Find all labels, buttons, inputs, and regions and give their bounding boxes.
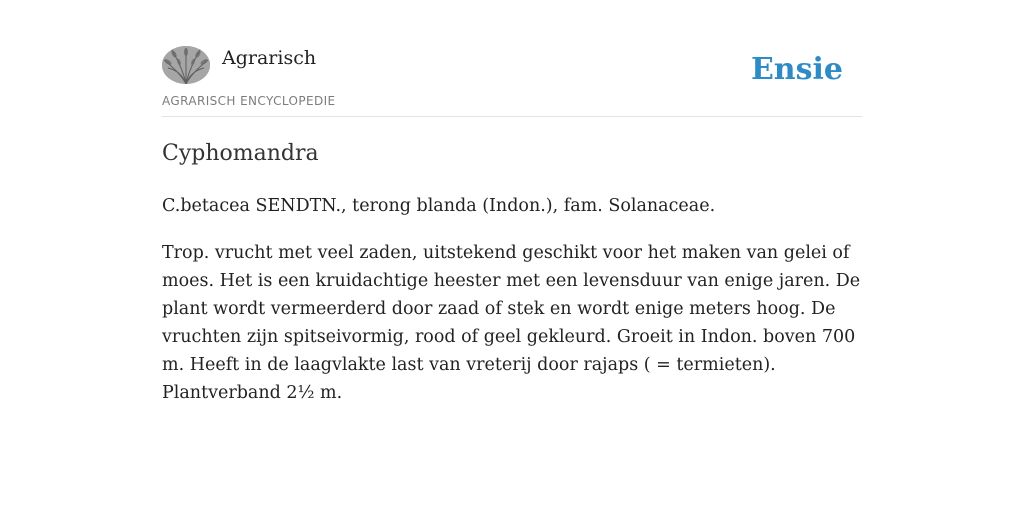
article-paragraph: Trop. vrucht met veel zaden, uitstekend geschikt voor het maken van gelei of moes. Het is een kruidachtige heester met een levensduur van enige jaren. De plant wordt vermeerderd door zaad of stek en wordt enige meters hoog. De vruchten zijn spitseivormig, rood of geel gekleurd. Groeit in Indon. boven 700 m. Heeft in de laagvlakte last van vreterij door rajaps ( = termieten). Plantverband 2½ m. [162, 243, 861, 403]
article [162, 138, 862, 407]
wheat-logo-icon[interactable] [162, 46, 210, 84]
ensie-logo-link[interactable]: Ensie [750, 52, 843, 87]
brand-name[interactable]: Agrarisch [222, 47, 317, 69]
article-paragraph: C.betacea SENDTN., terong blanda (Indon.), fam. Solanaceae. [162, 196, 716, 216]
article-title: Cyphomandra [162, 141, 319, 166]
site-header [162, 46, 862, 117]
brand-subtitle: AGRARISCH ENCYCLOPEDIE [162, 94, 336, 108]
